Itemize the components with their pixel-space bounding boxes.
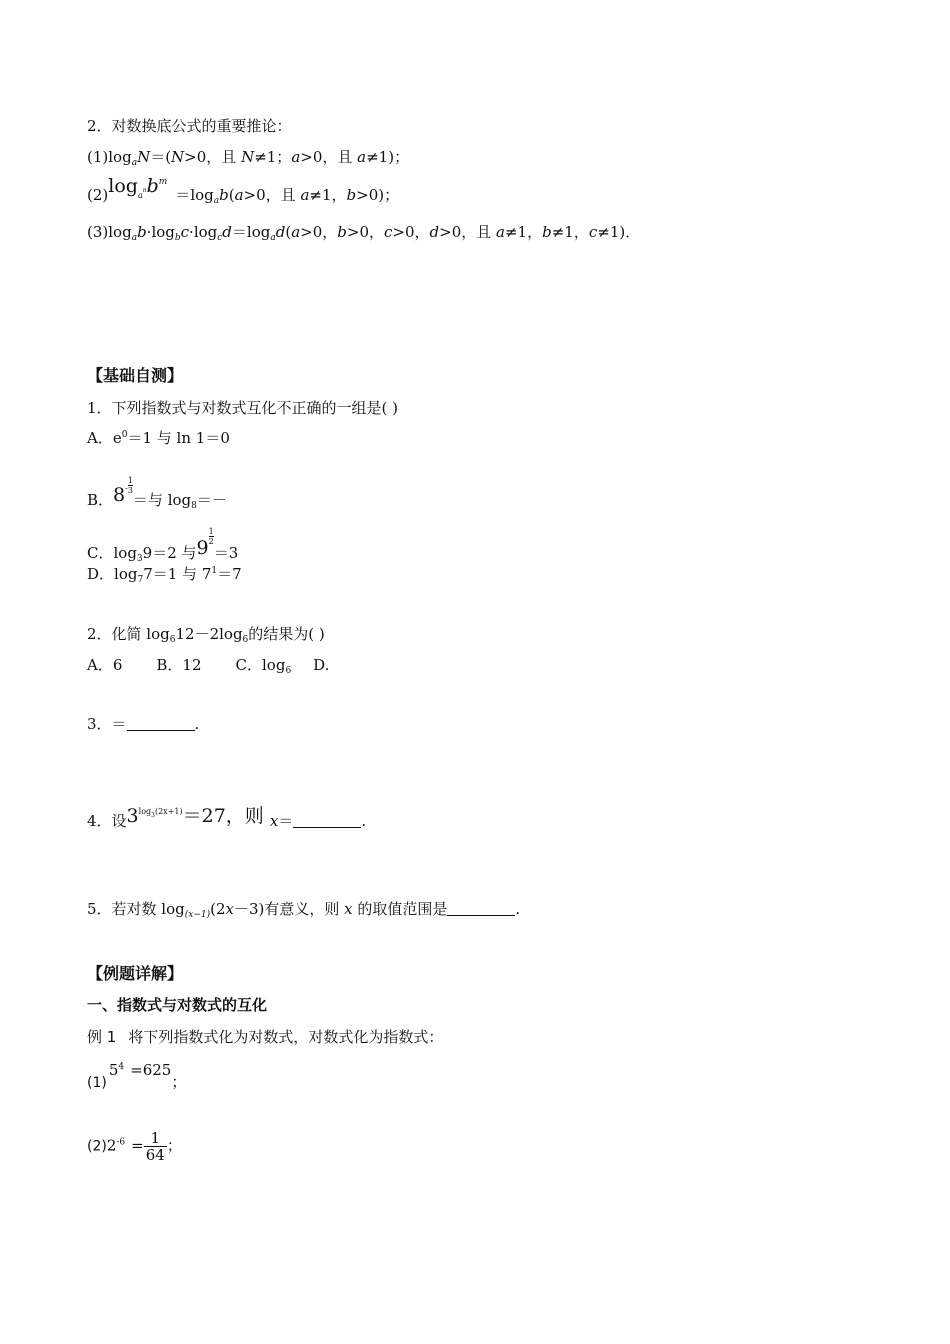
- inference-title: 2．对数换底公式的重要推论：: [87, 117, 292, 135]
- answer-blank: [447, 901, 515, 916]
- example-1: 例 1 将下列指数式化为对数式，对数式化为指数式：: [87, 1028, 444, 1046]
- question-2-stem: 2．化简 $\log_612-2\log_6$的结果为( ): [87, 625, 325, 645]
- example-1-part-2: $(2)2^{-6}$ = $\frac{1}{64}$ ；: [87, 1129, 182, 1164]
- question-2-options: [87, 655, 329, 675]
- inference-item-3: $(3)\log_ab\cdot\log_bc\cdot\log_cd=\log_ad(a>0$，b>0，c>0，d>0，且 a≠1，b≠1，c≠1)．: [87, 223, 641, 243]
- question-1-option-b: B．8- $\frac{1}{3}=$与 $\log_8=-$: [87, 476, 227, 511]
- question-2-option-a: A．6: [87, 656, 123, 674]
- question-1-option-d: D．$\log_77=1$ 与 $7^1=7$: [87, 565, 242, 585]
- question-4: 4．设$3^{log_3(2x+1)}=27$，则 x＝ .: [87, 805, 367, 830]
- question-2-option-c: C．$\log_6$: [235, 656, 292, 676]
- question-5: 5．若对数 $\log_{(x-1)}(2x-3)$有意义，则 x 的取值范围是 .: [87, 900, 521, 920]
- examples-heading: 【例题详解】: [87, 964, 184, 983]
- self-test-heading: 【基础自测】: [87, 366, 184, 385]
- question-2-option-b: B．12: [156, 656, 202, 674]
- answer-blank: [293, 813, 361, 828]
- answer-blank: [127, 716, 195, 731]
- example-1-part-1: $(1)5^4 =625$；: [87, 1061, 187, 1091]
- inference-item-2: $(2)\log a^nb^m=\log_ab(a>0$，且 a≠1，b>0)；: [87, 175, 400, 206]
- question-2-option-d: D.: [313, 656, 330, 674]
- question-1-option-c: C．$\log_39=2$ 与9 $\frac{1}{2}=3$: [87, 527, 239, 564]
- inference-item-1: $(1)\log_aN=(N>0$，且 N≠1；a>0，且 a≠1)；: [87, 148, 410, 168]
- section-title: 一、指数式与对数式的互化: [87, 996, 268, 1014]
- question-1-stem: 1．下列指数式与对数式互化不正确的一组是( ): [87, 399, 399, 417]
- question-3: 3．＝ .: [87, 715, 200, 733]
- question-1-option-a: A．$e^0=1$ 与 ln 1＝0: [87, 429, 230, 447]
